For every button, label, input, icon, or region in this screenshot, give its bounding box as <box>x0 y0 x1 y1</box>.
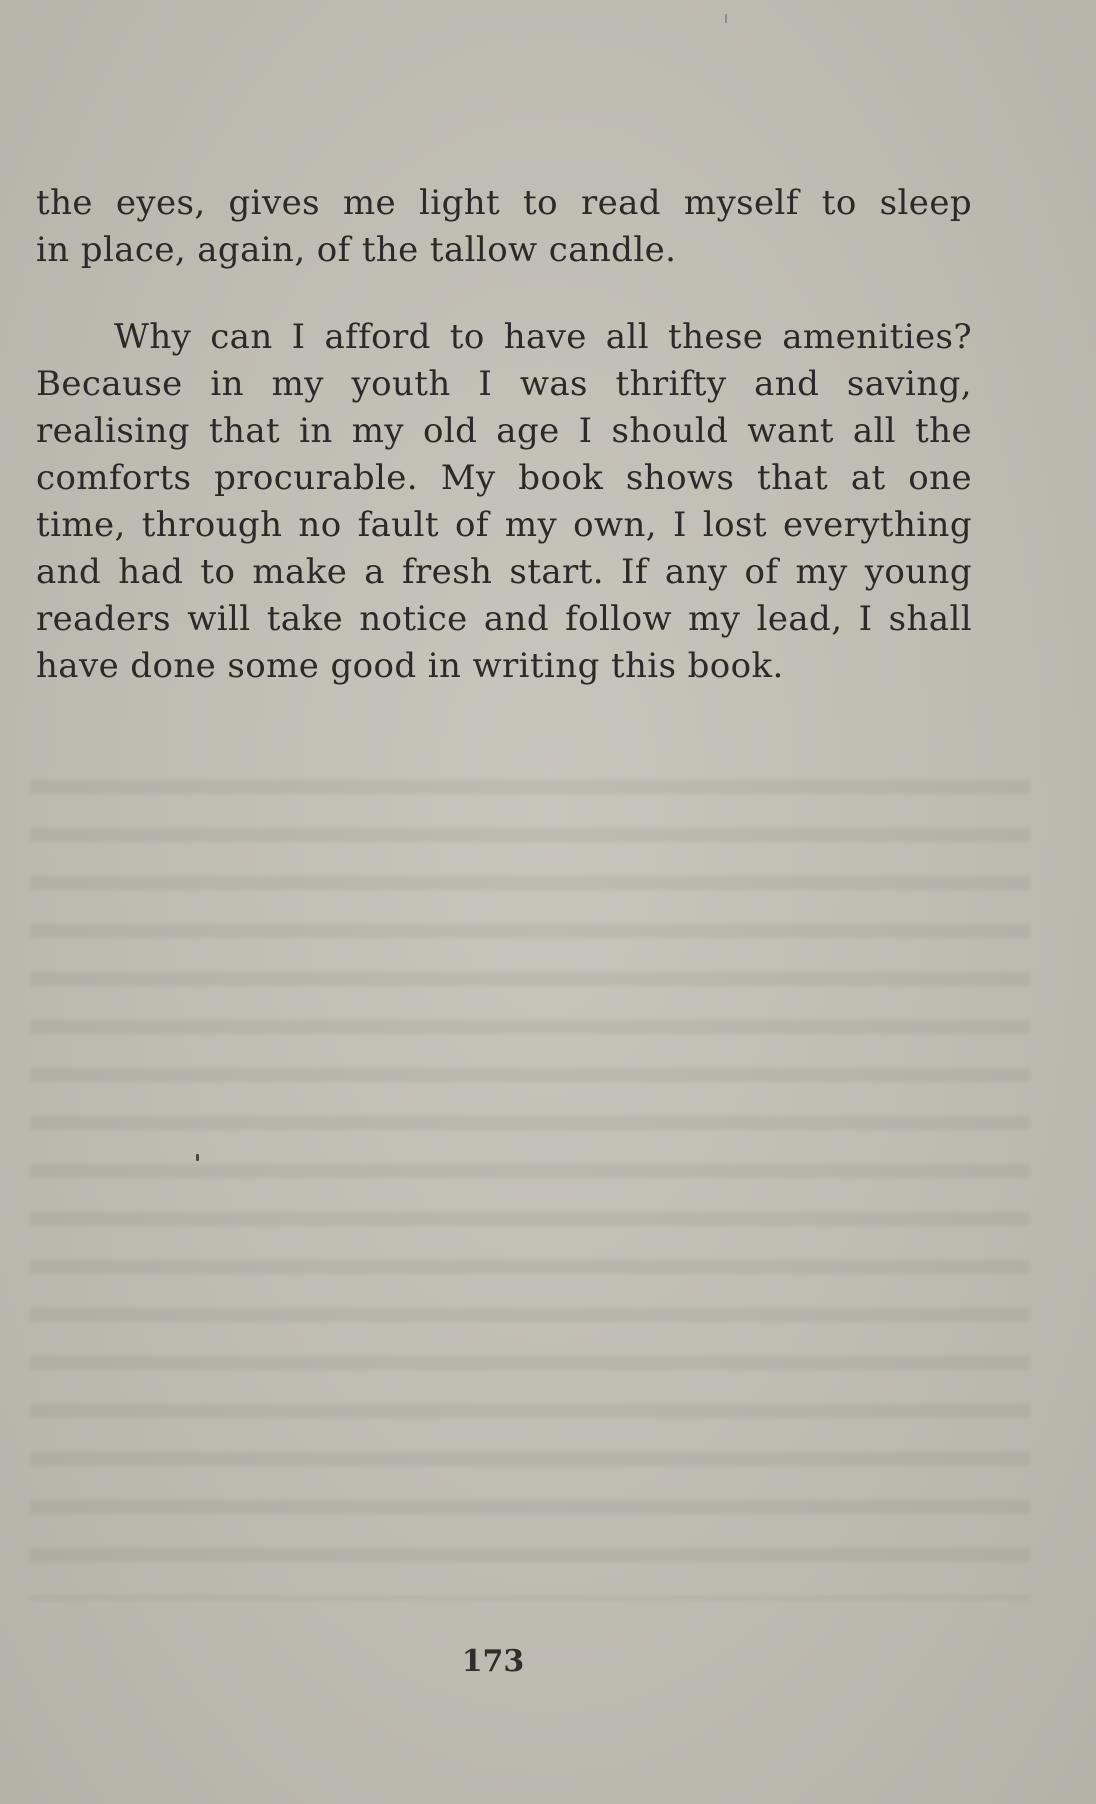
text-line: in place, again, of the tallow candle. <box>36 230 677 270</box>
text-line: Because in my youth I was thrifty and saving, <box>36 364 972 404</box>
show-through-texture <box>30 780 1030 1600</box>
text-line: the eyes, gives me light to read myself to sleep <box>36 183 972 223</box>
paper-speck <box>725 14 727 23</box>
text-line: time, through no fault of my own, I lost everything <box>36 505 972 545</box>
body-text <box>36 180 972 690</box>
text-line: and had to make a fresh start. If any of my young <box>36 552 972 592</box>
paragraph-1 <box>36 180 972 274</box>
paper-speck <box>196 1154 199 1161</box>
text-line: comforts procurable. My book shows that at one <box>36 458 972 498</box>
paragraph-2 <box>36 314 972 690</box>
text-line: have done some good in writing this book. <box>36 646 784 686</box>
text-line: readers will take notice and follow my lead, I shall <box>36 599 972 639</box>
text-line: realising that in my old age I should want all the <box>36 411 972 451</box>
text-line: Why can I afford to have all these amenities? <box>114 317 972 357</box>
page-number: 173 <box>461 1644 525 1679</box>
